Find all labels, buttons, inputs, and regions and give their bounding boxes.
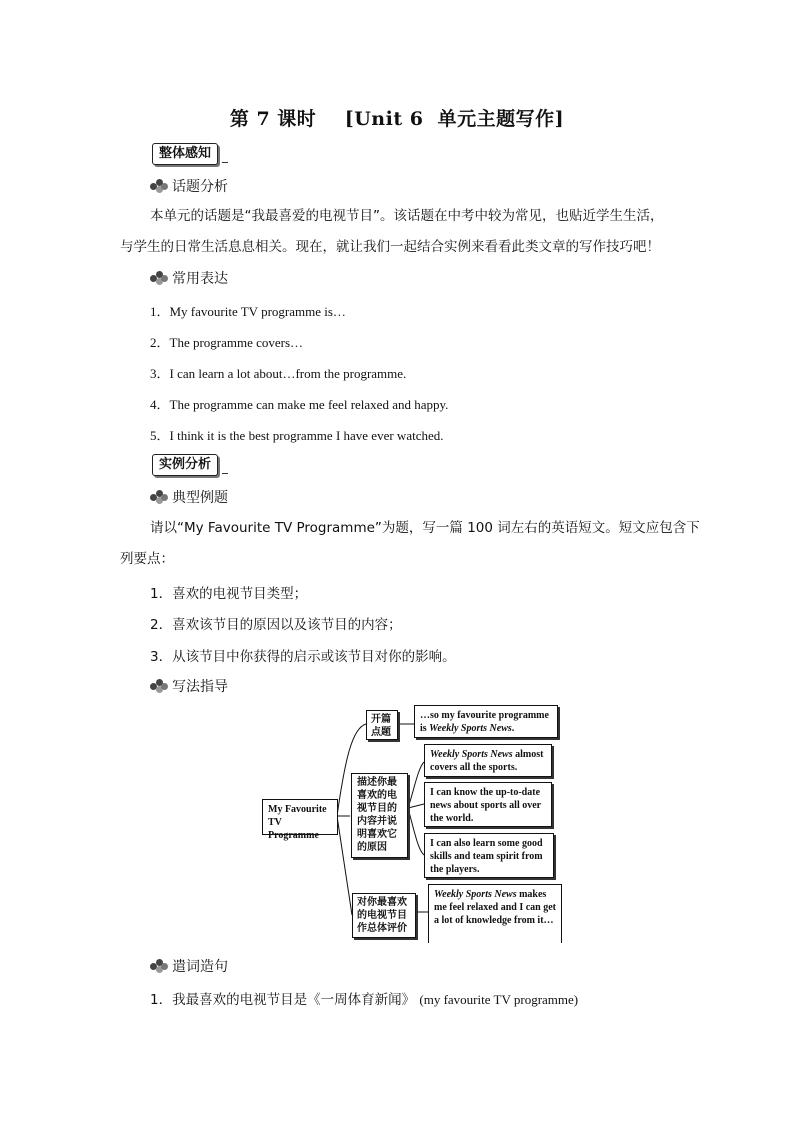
mindmap-leaf-open: [414, 705, 558, 738]
section-label: 典型例题: [172, 490, 228, 506]
overview-badge: 整体感知: [152, 143, 218, 165]
mindmap-leaf-body-1: [424, 744, 552, 777]
expression-item: 4．The programme can make me feel relaxed and happy.: [150, 397, 449, 412]
example-prompt-line1: 请以“My Favourite TV Programme”为题，写一篇 100 词左右的英语短文。短文应包含下: [150, 520, 700, 536]
leaf-text: is: [420, 723, 430, 734]
mindmap-branch-body: 描述你最喜欢的电视节目的内容并说明喜欢它的原因: [351, 773, 408, 858]
mindmap-branch-end: 对你最喜欢的电视节目作总体评价: [352, 893, 416, 938]
example-badge: 实例分析: [152, 454, 218, 476]
mindmap-leaf-body-2: I can know the up-to-date news about sports all over the world.: [424, 782, 552, 827]
leaf-text: almost covers all the sports.: [430, 749, 544, 773]
topic-paragraph-line2: 与学生的日常生活息息相关。现在，就让我们一起结合实例来看看此类文章的写作技巧吧！: [120, 239, 660, 255]
sentence-cn: 1．我最喜欢的电视节目是《一周体育新闻》: [150, 992, 416, 1008]
leaf-text: makes me feel relaxed and I can get a lot of knowledge from it…: [434, 889, 557, 926]
title-lesson: 第 7 课时: [229, 108, 317, 130]
expression-item: 5．I think it is the best programme I have ever watched.: [150, 428, 444, 443]
mindmap-root: My Favourite TV Programme: [262, 799, 338, 835]
topic-paragraph-line1: 本单元的话题是“我最喜爱的电视节目”。该话题在中考中较为常见，也贴近学生生活，: [150, 208, 664, 224]
requirement-item: 1．喜欢的电视节目类型；: [150, 586, 308, 602]
section-sentence-building: [150, 956, 228, 976]
expression-item: 1．My favourite TV programme is…: [150, 304, 346, 319]
mindmap-leaf-end: [428, 884, 562, 943]
expression-item: 3．I can learn a lot about…from the programme.: [150, 366, 407, 381]
leaf-text-italic: Weekly Sports News: [430, 749, 513, 760]
sentence-en: (my favourite TV programme): [419, 992, 579, 1007]
requirement-item: 2．喜欢该节目的原因以及该节目的内容；: [150, 617, 402, 633]
expression-item: 2．The programme covers…: [150, 335, 304, 350]
sentence-item: [150, 988, 578, 1008]
section-label: 常用表达: [172, 271, 228, 287]
flower-icon: [150, 959, 168, 973]
title-unit: [Unit 6 单元主题写作]: [344, 108, 565, 130]
requirement-item: 3．从该节目中你获得的启示或该节目对你的影响。: [150, 649, 456, 665]
leaf-text-italic: Weekly Sports News: [434, 889, 517, 900]
leaf-text-italic: Weekly Sports News: [429, 723, 512, 734]
example-prompt-line2: 列要点：: [120, 551, 174, 567]
section-label: 遣词造句: [172, 959, 228, 975]
leaf-text: .: [511, 723, 515, 734]
leaf-text: …so my favourite programme: [420, 710, 549, 721]
section-label: 话题分析: [172, 179, 228, 195]
section-label: 写法指导: [172, 679, 228, 695]
mindmap-branch-open: 开篇点题: [366, 710, 398, 740]
mindmap-leaf-body-3: I can also learn some good skills and team spirit from the players.: [424, 833, 554, 878]
